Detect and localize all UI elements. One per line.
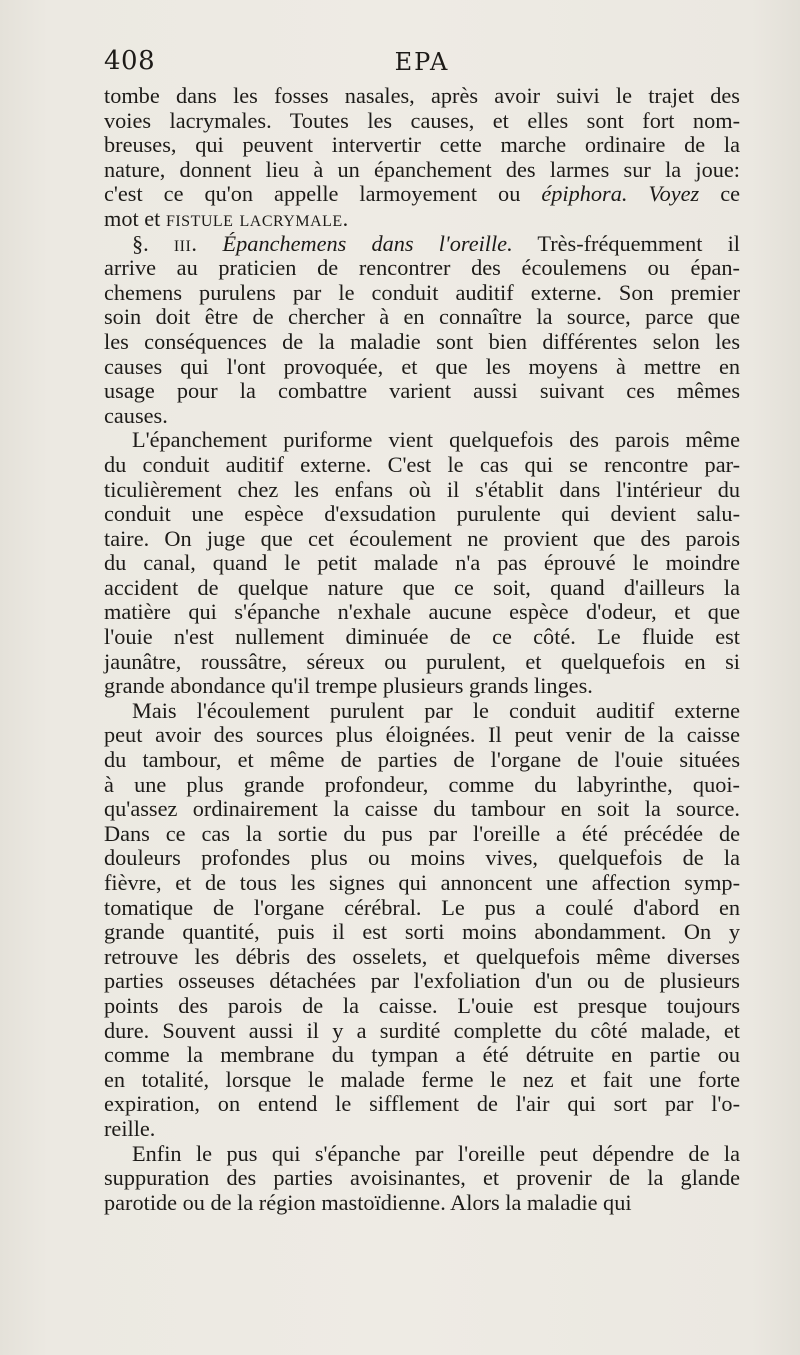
text-line: usage pour la combattre varient aussi suivant ces mêmes [104, 378, 740, 404]
text-line: breuses, qui peuvent intervertir cette marche ordinaire de la [104, 132, 740, 158]
text-line: nature, donnent lieu à un épanchement des larmes sur la joue: [104, 156, 740, 182]
text-line: les conséquences de la maladie sont bien différentes selon les [104, 328, 740, 354]
text-line: causes. [104, 402, 168, 428]
text-line: §. iii. Épanchemens dans l'oreille. Très-fréquemment il [132, 230, 740, 256]
text-line: Dans ce cas la sortie du pus par l'oreille a été précédée de [104, 820, 740, 846]
text-line: reille. [104, 1115, 156, 1141]
text-line: tombe dans les fosses nasales, après avoir suivi le trajet des [104, 83, 740, 108]
text-line: suppuration des parties avoisinantes, et provenir de la glande [104, 1165, 740, 1191]
text-line: L'épanchement puriforme vient quelquefois des parois même [132, 427, 740, 453]
text-line: points des parois de la caisse. L'ouie est presque toujours [104, 992, 740, 1018]
text-line: soin doit être de chercher à en connaître la source, parce que [104, 304, 740, 330]
page-header [104, 46, 740, 80]
text-line: dure. Souvent aussi il y a surdité complette du côté malade, et [104, 1017, 740, 1043]
text-line: expiration, on entend le sifflement de l'air qui sort par l'o- [104, 1091, 740, 1117]
text-line: en totalité, lorsque le malade ferme le nez et fait une forte [104, 1066, 740, 1092]
text-line: Mais l'écoulement purulent par le conduit auditif externe [132, 697, 740, 723]
text-line: du tambour, et même de parties de l'organe de l'ouie situées [104, 747, 740, 773]
running-head: EPA [394, 48, 450, 76]
text-line: Enfin le pus qui s'épanche par l'oreille peut dépendre de la [132, 1140, 740, 1166]
page-body [104, 84, 740, 1215]
text-line: du canal, quand le petit malade n'a pas éprouvé le moindre [104, 550, 740, 576]
text-line: voies lacrymales. Toutes les causes, et elles sont fort nom- [104, 107, 740, 133]
text-line: matière qui s'épanche n'exhale aucune espèce d'odeur, et que [104, 599, 740, 625]
text-line: c'est ce qu'on appelle larmoyement ou épiphora. Voyez ce [104, 181, 741, 207]
text-line: jaunâtre, roussâtre, séreux ou purulent, et quelquefois en si [104, 648, 740, 674]
text-line: causes qui l'ont provoquée, et que les moyens à mettre en [104, 353, 740, 379]
page-number: 408 [104, 46, 156, 76]
text-line: fièvre, et de tous les signes qui annoncent une affection symp- [104, 870, 740, 895]
text-line: tomatique de l'organe cérébral. Le pus a coulé d'abord en [104, 894, 740, 920]
text-line: comme la membrane du tympan a été détruite en partie ou [104, 1042, 740, 1068]
text-line: douleurs profondes plus ou moins vives, quelquefois de la [104, 845, 740, 871]
text-line: parties osseuses détachées par l'exfoliation d'un ou de plusieurs [104, 968, 740, 994]
text-line: mot et fistule lacrymale. [104, 205, 349, 231]
text-line: ticulièrement chez les enfans où il s'établit dans l'intérieur du [104, 476, 740, 502]
text-line: taire. On juge que cet écoulement ne provient que des parois [104, 525, 740, 551]
text-line: grande quantité, puis il est sorti moins abondamment. On y [104, 919, 740, 945]
text-line: l'ouie n'est nullement diminuée de ce côté. Le fluide est [104, 624, 740, 650]
text-line: parotide ou de la région mastoïdienne. Alors la maladie qui [104, 1189, 632, 1215]
text-line: à une plus grande profondeur, comme du labyrinthe, quoi- [104, 771, 740, 797]
text-line: qu'assez ordinairement la caisse du tambour en soit la source. [104, 796, 740, 822]
text-line: retrouve les débris des osselets, et quelquefois même diverses [104, 943, 740, 969]
text-line: arrive au praticien de rencontrer des écoulemens ou épan- [104, 255, 740, 281]
text-line: du conduit auditif externe. C'est le cas qui se rencontre par- [104, 451, 740, 477]
text-line: accident de quelque nature que ce soit, quand d'ailleurs la [104, 574, 740, 600]
text-line: grande abondance qu'il trempe plusieurs grands linges. [104, 673, 593, 699]
text-line: conduit une espèce d'exsudation purulente qui devient salu- [104, 501, 740, 527]
text-line: peut avoir des sources plus éloignées. Il peut venir de la caisse [104, 722, 740, 748]
text-line: chemens purulens par le conduit auditif externe. Son premier [104, 279, 740, 305]
